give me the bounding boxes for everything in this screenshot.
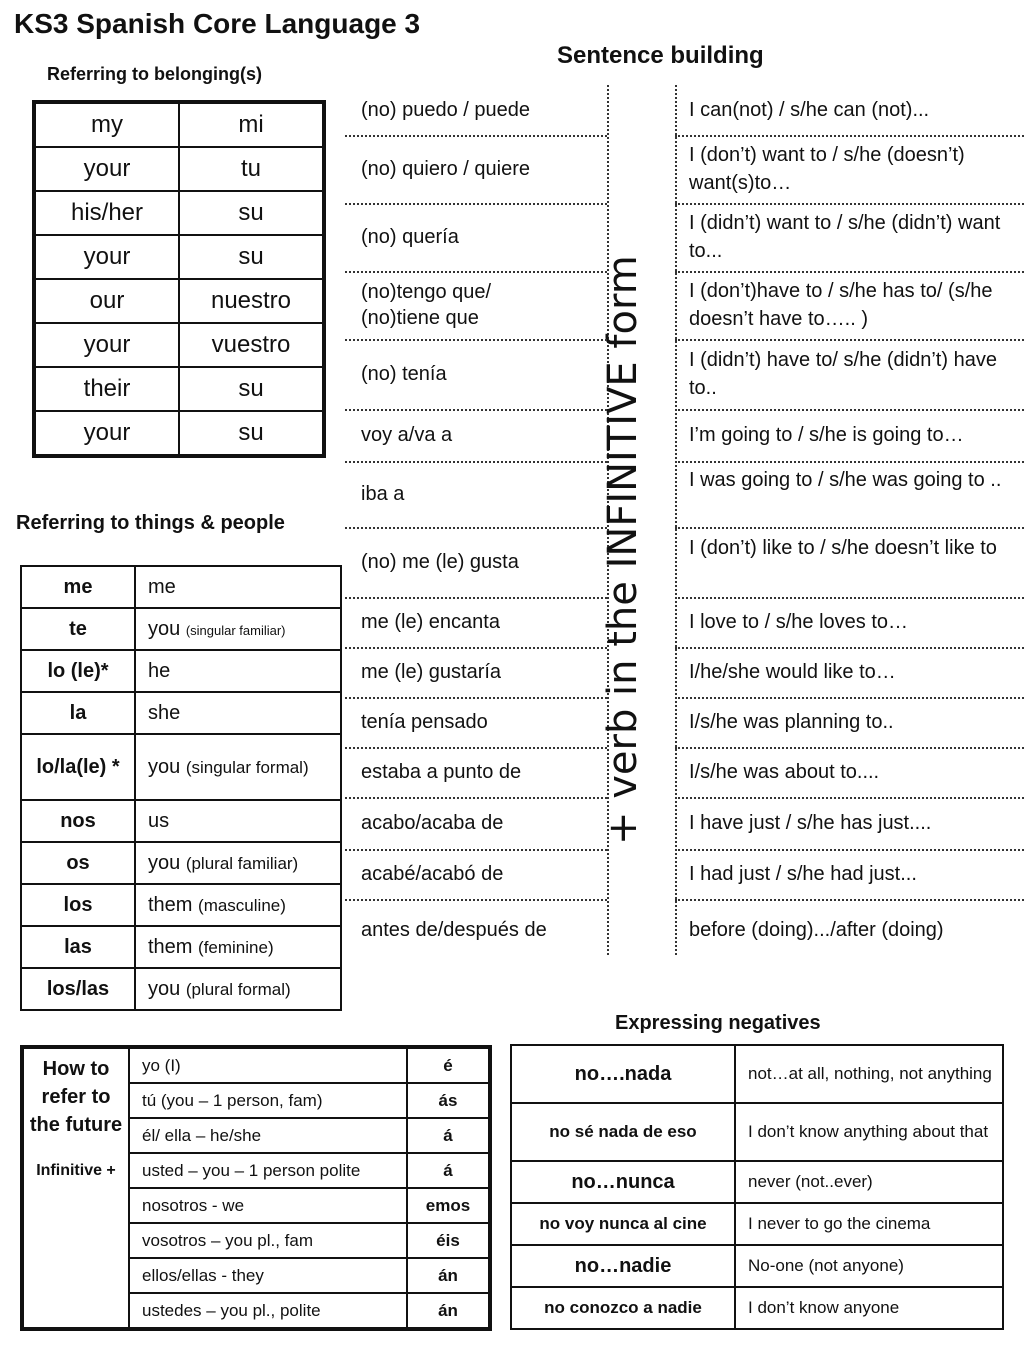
sentence-english: I (don’t) want to / s/he (doesn’t) want(s)to… bbox=[689, 144, 965, 194]
negative-spanish: no…nunca bbox=[511, 1161, 735, 1203]
row-separator bbox=[675, 647, 1024, 649]
sentence-spanish: (no)tengo que/ (no)tiene que bbox=[361, 281, 492, 329]
pronoun-row bbox=[21, 968, 341, 1010]
row-separator bbox=[345, 747, 607, 749]
sentence-english: I love to / s/he loves to… bbox=[689, 611, 908, 633]
row-separator bbox=[345, 461, 607, 463]
row-separator bbox=[345, 271, 607, 273]
pronouns-table bbox=[20, 565, 342, 1011]
sentence-english: I (didn’t) have to/ s/he (didn’t) have to.. bbox=[689, 349, 997, 399]
future-row bbox=[22, 1047, 490, 1083]
possessive-row bbox=[34, 235, 324, 279]
pronoun-note: (plural formal) bbox=[185, 979, 291, 999]
pronoun-english bbox=[135, 608, 341, 650]
sentence-english: I/s/he was planning to.. bbox=[689, 711, 894, 733]
possessive-row bbox=[34, 191, 324, 235]
possessive-spanish: su bbox=[179, 367, 324, 411]
possessive-row bbox=[34, 367, 324, 411]
negative-english: I don’t know anyone bbox=[735, 1287, 1003, 1329]
sentence-spanish: (no) quería bbox=[361, 226, 459, 248]
future-ending: á bbox=[407, 1153, 490, 1188]
row-separator bbox=[345, 409, 607, 411]
pronoun-note: (singular familiar) bbox=[185, 622, 286, 638]
possessives-table bbox=[32, 100, 326, 458]
row-separator bbox=[345, 339, 607, 341]
negative-english: never (not..ever) bbox=[735, 1161, 1003, 1203]
pronoun-row bbox=[21, 650, 341, 692]
pronoun-english bbox=[135, 734, 341, 800]
pronoun-row bbox=[21, 734, 341, 800]
pronoun-meaning: he bbox=[148, 659, 171, 682]
negative-row bbox=[511, 1103, 1003, 1161]
possessive-spanish: nuestro bbox=[179, 279, 324, 323]
future-person: ellos/ellas - they bbox=[129, 1258, 407, 1293]
possessive-spanish: vuestro bbox=[179, 323, 324, 367]
sentence-spanish: (no) tenía bbox=[361, 363, 447, 385]
pronoun-spanish: me bbox=[21, 566, 135, 608]
possessive-row bbox=[34, 102, 324, 147]
possessive-spanish: su bbox=[179, 235, 324, 279]
pronoun-spanish: lo/la(le) * bbox=[21, 734, 135, 800]
future-person: ustedes – you pl., polite bbox=[129, 1293, 407, 1329]
pronoun-english bbox=[135, 650, 341, 692]
pronoun-row bbox=[21, 842, 341, 884]
pronoun-row bbox=[21, 608, 341, 650]
row-separator bbox=[345, 697, 607, 699]
pronoun-meaning: them bbox=[148, 893, 193, 916]
row-separator bbox=[675, 271, 1024, 273]
sentence-spanish: me (le) gustaría bbox=[361, 661, 502, 683]
negative-english: I never to go the cinema bbox=[735, 1203, 1003, 1245]
future-table bbox=[20, 1045, 492, 1331]
row-separator bbox=[675, 899, 1024, 901]
pronoun-english bbox=[135, 884, 341, 926]
pronoun-meaning: you bbox=[148, 851, 181, 874]
negative-english: No-one (not anyone) bbox=[735, 1245, 1003, 1287]
negative-spanish: no conozco a nadie bbox=[511, 1287, 735, 1329]
sentence-spanish: antes de/después de bbox=[361, 918, 547, 941]
future-person: vosotros – you pl., fam bbox=[129, 1223, 407, 1258]
pronoun-english bbox=[135, 800, 341, 842]
sentence-english: I can(not) / s/he can (not)... bbox=[689, 99, 930, 121]
sentence-english: I had just / s/he had just... bbox=[689, 863, 917, 885]
row-separator bbox=[345, 797, 607, 799]
row-separator bbox=[675, 409, 1024, 411]
pronoun-spanish: nos bbox=[21, 800, 135, 842]
sentence-english: I’m going to / s/he is going to… bbox=[689, 424, 964, 446]
page-title: KS3 Spanish Core Language 3 bbox=[14, 8, 421, 39]
negative-english: I don’t know anything about that bbox=[735, 1103, 1003, 1161]
row-separator bbox=[675, 849, 1024, 851]
possessive-spanish: tu bbox=[179, 147, 324, 191]
future-person: usted – you – 1 person polite bbox=[129, 1153, 407, 1188]
possessive-row bbox=[34, 411, 324, 456]
pronoun-row bbox=[21, 692, 341, 734]
pronoun-english bbox=[135, 968, 341, 1010]
negative-row bbox=[511, 1045, 1003, 1103]
row-separator bbox=[675, 339, 1024, 341]
possessive-english: your bbox=[34, 411, 179, 456]
pronoun-english bbox=[135, 692, 341, 734]
pronoun-note: (singular formal) bbox=[185, 757, 309, 777]
pronoun-note: (feminine) bbox=[198, 937, 274, 957]
future-ending: án bbox=[407, 1293, 490, 1329]
future-title: How to refer to the future bbox=[29, 1058, 123, 1136]
pronoun-meaning: them bbox=[148, 935, 193, 958]
column-divider-right bbox=[675, 85, 677, 955]
row-separator bbox=[345, 849, 607, 851]
sentence-english: I (don’t)have to / s/he has to/ (s/he doesn’t have to….. ) bbox=[689, 280, 993, 330]
row-separator bbox=[345, 135, 607, 137]
sentence-spanish: voy a/va a bbox=[361, 424, 453, 446]
negative-row bbox=[511, 1245, 1003, 1287]
future-person: él/ ella – he/she bbox=[129, 1118, 407, 1153]
possessive-english: your bbox=[34, 323, 179, 367]
pronoun-spanish: lo (le)* bbox=[21, 650, 135, 692]
possessive-row bbox=[34, 323, 324, 367]
pronoun-english bbox=[135, 926, 341, 968]
future-person: nosotros - we bbox=[129, 1188, 407, 1223]
pronoun-spanish: la bbox=[21, 692, 135, 734]
row-separator bbox=[345, 899, 607, 901]
sentence-english: before (doing).../after (doing) bbox=[689, 918, 944, 941]
possessive-english: our bbox=[34, 279, 179, 323]
row-separator bbox=[675, 797, 1024, 799]
possessive-english: his/her bbox=[34, 191, 179, 235]
pronoun-meaning: you bbox=[148, 617, 181, 640]
row-separator bbox=[675, 697, 1024, 699]
negative-spanish: no….nada bbox=[511, 1045, 735, 1103]
pronoun-meaning: us bbox=[148, 809, 170, 832]
row-separator bbox=[675, 203, 1024, 205]
negatives-heading: Expressing negatives bbox=[615, 1012, 821, 1034]
negatives-table bbox=[510, 1044, 1004, 1330]
row-separator bbox=[345, 647, 607, 649]
possessives-heading: Referring to belonging(s) bbox=[47, 64, 262, 84]
row-separator bbox=[675, 135, 1024, 137]
sentence-english: I (didn’t) want to / s/he (didn’t) want to... bbox=[689, 212, 1001, 262]
future-ending: éis bbox=[407, 1223, 490, 1258]
sentence-spanish: (no) me (le) gusta bbox=[361, 551, 519, 573]
sentence-spanish: me (le) encanta bbox=[361, 611, 500, 633]
row-separator bbox=[675, 461, 1024, 463]
row-separator bbox=[675, 597, 1024, 599]
sentence-spanish: (no) puedo / puede bbox=[361, 99, 531, 121]
pronoun-row bbox=[21, 884, 341, 926]
negative-english: not…at all, nothing, not anything bbox=[735, 1045, 1003, 1103]
pronouns-heading: Referring to things & people bbox=[16, 512, 285, 534]
possessive-spanish: su bbox=[179, 411, 324, 456]
pronoun-spanish: te bbox=[21, 608, 135, 650]
possessive-english: my bbox=[34, 102, 179, 147]
sentence-spanish: (no) quiero / quiere bbox=[361, 158, 530, 180]
pronoun-spanish: los bbox=[21, 884, 135, 926]
sentence-english: I/s/he was about to.... bbox=[689, 761, 880, 783]
possessive-row bbox=[34, 147, 324, 191]
sentence-english: I was going to / s/he was going to .. bbox=[689, 469, 1002, 491]
row-separator bbox=[345, 527, 607, 529]
sentence-spanish: iba a bbox=[361, 483, 405, 505]
negative-spanish: no sé nada de eso bbox=[511, 1103, 735, 1161]
sentence-spanish: acabé/acabó de bbox=[361, 863, 504, 885]
infinitive-label: + verb in the INFINITIVE form bbox=[600, 255, 646, 845]
negative-spanish: no…nadie bbox=[511, 1245, 735, 1287]
row-separator bbox=[675, 747, 1024, 749]
pronoun-spanish: los/las bbox=[21, 968, 135, 1010]
future-ending: á bbox=[407, 1118, 490, 1153]
pronoun-english bbox=[135, 842, 341, 884]
pronoun-meaning: she bbox=[148, 701, 181, 724]
pronoun-row bbox=[21, 566, 341, 608]
possessive-row bbox=[34, 279, 324, 323]
row-separator bbox=[345, 597, 607, 599]
negative-row bbox=[511, 1203, 1003, 1245]
pronoun-meaning: me bbox=[148, 575, 176, 598]
future-person: yo (I) bbox=[129, 1047, 407, 1083]
future-person: tú (you – 1 person, fam) bbox=[129, 1083, 407, 1118]
negative-row bbox=[511, 1287, 1003, 1329]
future-ending: ás bbox=[407, 1083, 490, 1118]
future-ending: án bbox=[407, 1258, 490, 1293]
row-separator bbox=[675, 527, 1024, 529]
sentence-spanish: estaba a punto de bbox=[361, 761, 522, 783]
future-subtitle: Infinitive + bbox=[36, 1162, 116, 1179]
negative-row bbox=[511, 1161, 1003, 1203]
row-separator bbox=[345, 203, 607, 205]
sentence-spanish: tenía pensado bbox=[361, 711, 488, 733]
pronoun-row bbox=[21, 926, 341, 968]
future-lead bbox=[22, 1047, 129, 1329]
pronoun-meaning: you bbox=[148, 755, 181, 778]
sentence-english: I (don’t) like to / s/he doesn’t like to bbox=[689, 537, 997, 559]
pronoun-english bbox=[135, 566, 341, 608]
pronoun-note: (plural familiar) bbox=[185, 853, 299, 873]
possessive-spanish: su bbox=[179, 191, 324, 235]
future-ending: emos bbox=[407, 1188, 490, 1223]
pronoun-note: (masculine) bbox=[198, 895, 286, 915]
pronoun-row bbox=[21, 800, 341, 842]
pronoun-meaning: you bbox=[148, 977, 181, 1000]
possessive-english: your bbox=[34, 235, 179, 279]
negative-spanish: no voy nunca al cine bbox=[511, 1203, 735, 1245]
pronoun-spanish: os bbox=[21, 842, 135, 884]
sentence-building-heading: Sentence building bbox=[557, 42, 764, 69]
possessive-spanish: mi bbox=[179, 102, 324, 147]
sentence-english: I have just / s/he has just.... bbox=[689, 812, 932, 834]
possessive-english: their bbox=[34, 367, 179, 411]
sentence-english: I/he/she would like to… bbox=[689, 661, 896, 683]
pronoun-spanish: las bbox=[21, 926, 135, 968]
sentence-spanish: acabo/acaba de bbox=[361, 812, 504, 834]
future-ending: é bbox=[407, 1047, 490, 1083]
possessive-english: your bbox=[34, 147, 179, 191]
